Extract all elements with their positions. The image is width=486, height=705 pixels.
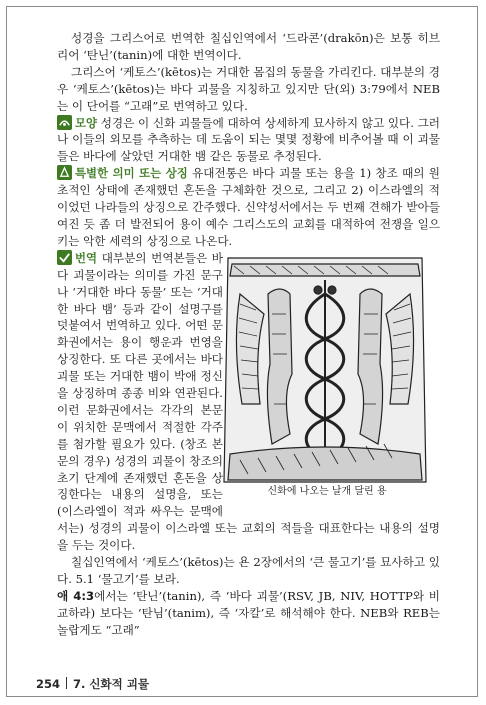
paragraph-verse — [57, 588, 440, 639]
page-number: 254 — [36, 677, 61, 691]
translation-icon — [57, 250, 72, 265]
paragraph-last: 칠십인역에서 ‘케토스’(kētos)는 욘 2장에서의 ‘큰 물고기’를 묘사하고 있다. 5.1 ‘물고기’를 보라. — [57, 555, 440, 586]
verse-text: 에서는 ‘탄닌’(tanin), 즉 ‘바다 괴물’(RSV, JB, NIV, HOTTP와 비교하라) 보다는 ‘탄님’(tanim), 즉 ‘자칼’로 해석해야 한다. NEB와 REB는 놀랍게도 “고래” — [57, 588, 440, 637]
chapter-title: 7. 신화적 괴물 — [73, 677, 149, 691]
verse-reference: 애 4:3 — [57, 588, 95, 603]
section-shape-title: 모양 — [75, 115, 98, 130]
section-shape-text: 성경은 이 신화 괴물들에 대하여 상세하게 묘사하지 않고 있다. 그러나 이들의 외모를 추측하는 데 도움이 되는 몇몇 정황에 비추어볼 때 이 괴물들은 바다에 살았던 거대한 뱀 같은 동물로 추정된다. — [57, 115, 441, 164]
symbol-icon — [57, 165, 72, 180]
section-translation-title: 번역 — [75, 250, 98, 265]
section-translation-text: 대부분의 번역본들은 바다 괴물이라는 의미를 가진 문구나 ‘거대한 바다 동물’ 또는 ‘거대한 바다 뱀’ 등과 같이 설명구를 덧붙여서 번역하고 있다. 어떤 문화권에서는 용이 행운과 번영을 상징한다. 또 다른 곳에서는 바다 괴물 또는 거대한 뱀이 박애 정신을 상징하며 종종 비와 연관된다. 이런 문화권에서는 각각의 본문이 위치한 문맥에서 적절한 각주를 첨가할 필요가 있다. (창조 본문의 경우) 성경의 괴물이 창조의 초기 단계에 존재했던 혼돈을 상징한다는 내용의 설명을, 또는 (이스라엘이 적과 싸우는 문맥에서는) 성경의 괴물이 이스라엘 또는 교회의 적들을 대표한다는 내용의 설명을 두는 것이다. — [57, 250, 440, 553]
paragraph-ketos: 그리스어 ‘케토스’(kētos)는 거대한 몸집의 동물을 가리킨다. 대부분의 경우 ‘케토스’(kētos)는 바다 괴물을 지칭하고 있지만 단(외) 3:79에서 NEB는 이 단어를 “고래”로 번역하고 있다. — [57, 64, 440, 113]
page-footer — [36, 676, 149, 692]
paragraph-drakon: 성경을 그리스어로 번역한 칠십인역에서 ‘드라콘’(drakōn)은 보통 히브리어 ‘탄닌’(tanin)에 대한 번역이다. — [57, 31, 440, 62]
dragon-relief-image — [220, 254, 430, 500]
footer-divider — [66, 677, 67, 689]
section-symbol — [57, 165, 440, 250]
section-symbol-text: 유대전통은 바다 괴물 또는 용을 1) 창조 때의 원초적인 상태에 존재했던 혼돈을 구체화한 것으로, 그리고 2) 이스라엘의 적이었던 나라들의 상징으로 간주했다. 신약성서에서는 두 번째 견해가 받아들여진 듯 좀 더 발전되어 용이 예수 그리스도의 교회를 대적하여 전쟁을 일으키는 악한 세력의 상징으로 나온다. — [57, 166, 440, 248]
section-shape — [57, 115, 440, 166]
section-symbol-title: 특별한 의미 또는 상징 — [75, 166, 188, 181]
shape-icon — [57, 115, 72, 130]
figure-caption: 신화에 나오는 날개 달린 용 — [267, 486, 387, 497]
